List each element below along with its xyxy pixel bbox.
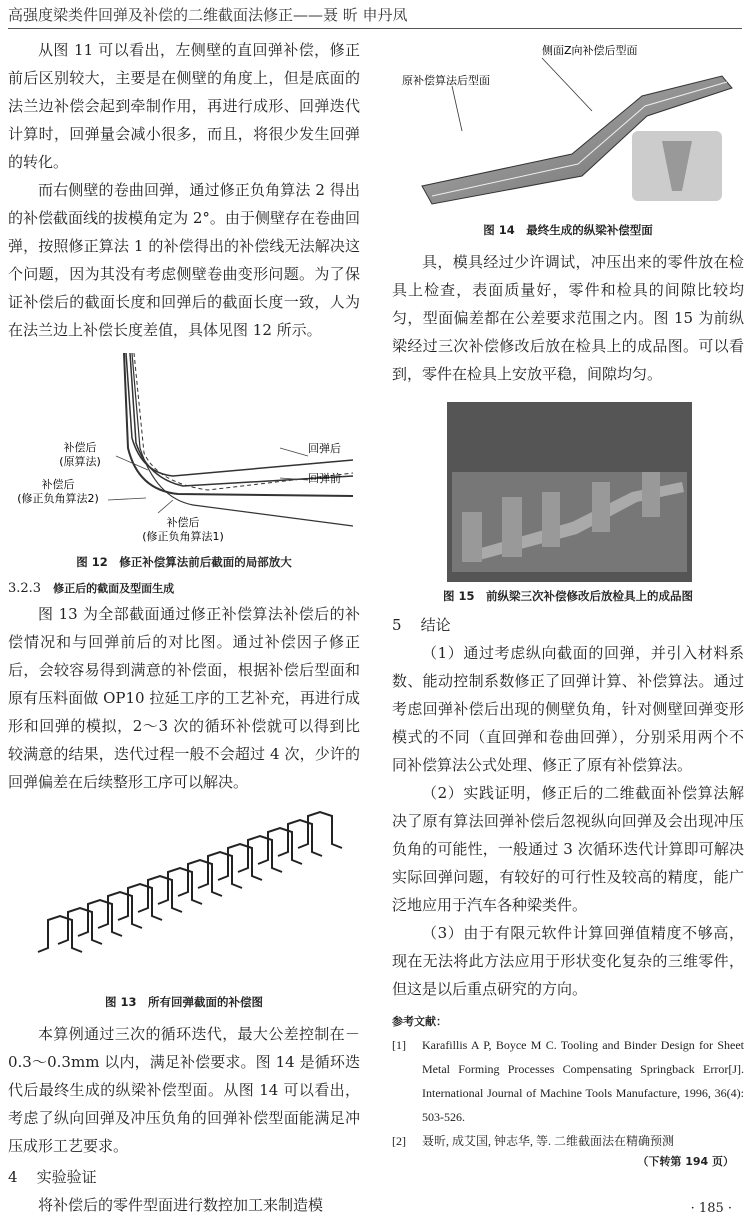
section-profile — [118, 884, 162, 920]
paragraph: 将补偿后的零件型面进行数控加工来制造模 — [38, 1196, 324, 1214]
section-profile — [258, 828, 302, 864]
figure-15-photo — [392, 402, 744, 582]
section-profile — [38, 916, 82, 952]
section-profile — [138, 876, 182, 912]
section-4-heading: 4 实验验证 — [8, 1168, 97, 1186]
label-original-compensated: 原补偿算法后型面 — [402, 74, 490, 87]
running-header: 高强度梁类件回弹及补偿的二维截面法修正——聂 昕 申丹凤 — [8, 6, 408, 24]
paragraph: 从图 11 可以看出，左侧壁的直回弹补偿，修正前后区别较大，主要是在侧壁的角度上，但是底面的法兰边补偿会起到牵制作用，再进行成形、回弹迭代计算时，回弹量会减小很多，而且，将很少发生回弹的转化。 — [8, 41, 360, 171]
label-alg2: 补偿后 — [41, 478, 75, 491]
section-profile — [78, 900, 122, 936]
references-title: 参考文献： — [392, 1015, 447, 1028]
label-after-springback: 回弹后 — [308, 442, 341, 455]
page-number: · 185 · — [690, 1201, 732, 1216]
label-original: 补偿后 — [63, 441, 97, 454]
label-original-sub: (原算法) — [59, 455, 101, 468]
section-profile — [98, 892, 142, 928]
section-profile — [278, 820, 322, 856]
figure-14 — [392, 36, 744, 216]
section-profile — [198, 852, 242, 888]
paragraph: 图 13 为全部截面通过修正补偿算法补偿后的补偿情况和与回弹前后的对比图。通过补偿因子修正后，会较容易得到满意的补偿面，根据补偿后型面和原有压料面做 OP10 拉延工序的工艺补充，再进行成形和回弹的模拟，2～3 次的循环补偿就可以得到比较满意的结果，迭代过程一般不会超过 4 次，少许的回弹偏差在后续整形工序可以解决。 — [8, 605, 360, 791]
section-detail — [632, 131, 722, 201]
reference-item: [1] Karafillis A P, Boyce M C. Tooling and Binder Design for Sheet Metal Forming Processes Compensating Springback Error[J]. International Journal of Machine Tools Manufacture, 1996, 36(4): 503-526. — [392, 1038, 744, 1124]
paragraph: 本算例通过三次的循环迭代，最大公差控制在－0.3～0.3mm 以内，满足补偿要求。图 14 是循环迭代后最终生成的纵梁补偿型面。从图 14 可以看出，考虑了纵向回弹及冲压负角的回弹补偿型面能满足冲压成形工艺要求。 — [8, 1025, 360, 1155]
label-before-springback: 回弹前 — [308, 472, 341, 485]
section-profile — [158, 868, 202, 904]
right-column — [392, 36, 744, 1169]
figure-15-caption: 图 15 前纵梁三次补偿修改后放检具上的成品图 — [442, 589, 693, 603]
figure-12 — [8, 348, 360, 548]
label-alg1: 补偿后 — [166, 516, 200, 529]
paragraph: （3）由于有限元软件计算回弹值精度不够高，现在无法将此方法应用于形状变化复杂的三维零件，但这是以后重点研究的方向。 — [392, 924, 744, 998]
section-5-heading: 5 结论 — [392, 616, 451, 634]
section-curves — [124, 353, 353, 526]
section-profile — [58, 908, 102, 944]
label-alg1-sub: (修正负角算法1) — [142, 530, 224, 543]
subsection-heading: 3.2.3 修正后的截面及型面生成 — [8, 581, 175, 596]
section-profile — [238, 836, 282, 872]
figure-12-caption: 图 12 修正补偿算法前后截面的局部放大 — [76, 555, 292, 569]
paragraph: 而右侧壁的卷曲回弹，通过修正负角算法 2 得出的补偿截面线的拔模角定为 2°。由于侧壁存在卷曲回弹，按照修正算法 1 的补偿得出的补偿线无法解决这个问题，因为其没有考虑侧壁卷曲变形问题。为了保证补偿后的截面长度和回弹后的截面长度一致，人为在法兰边上补偿长度差值，具体见图 12 所示。 — [8, 181, 360, 339]
continued-note: （下转第 194 页） — [637, 1155, 734, 1168]
paragraph: （1）通过考虑纵向截面的回弹，并引入材料系数、能动控制系数修正了回弹计算、补偿算法。通过考虑回弹补偿后出现的侧壁负角，针对侧壁回弹变形模式的不同（直回弹和卷曲回弹），分别采用两个不同补偿算法公式处理、修正了原有补偿算法。 — [392, 644, 744, 774]
paragraph: （2）实践证明，修正后的二维截面补偿算法解决了原有算法回弹补偿后忽视纵向回弹及会出现冲压负角的可能性，一般通过 3 次循环迭代计算即可解决实际回弹问题，有较好的可行性及较高的精度，能广泛地应用于汽车各种梁类件。 — [392, 784, 744, 914]
reference-item: [2] 聂昕, 成艾国, 钟志华, 等. 二维截面法在精确预测 — [392, 1134, 675, 1148]
section-profile — [218, 844, 262, 880]
figure-13 — [8, 802, 360, 992]
header-rule — [8, 28, 742, 29]
paragraph: 具，模具经过少许调试，冲压出来的零件放在检具上检查，表面质量好，零件和检具的间隙比较均匀，型面偏差都在公差要求范围之内。图 15 为前纵梁经过三次补偿修改后放在检具上的成品图。可以看到，零件在检具上安放平稳，间隙均匀。 — [392, 253, 744, 383]
figure-13-caption: 图 13 所有回弹截面的补偿图 — [104, 995, 263, 1009]
figure-14-caption: 图 14 最终生成的纵梁补偿型面 — [483, 223, 653, 237]
section-profile — [178, 860, 222, 896]
section-profile — [298, 812, 342, 848]
label-z-compensated: 侧面Z向补偿后型面 — [542, 44, 638, 57]
label-alg2-sub: (修正负角算法2) — [17, 492, 99, 505]
left-column — [8, 36, 360, 1219]
